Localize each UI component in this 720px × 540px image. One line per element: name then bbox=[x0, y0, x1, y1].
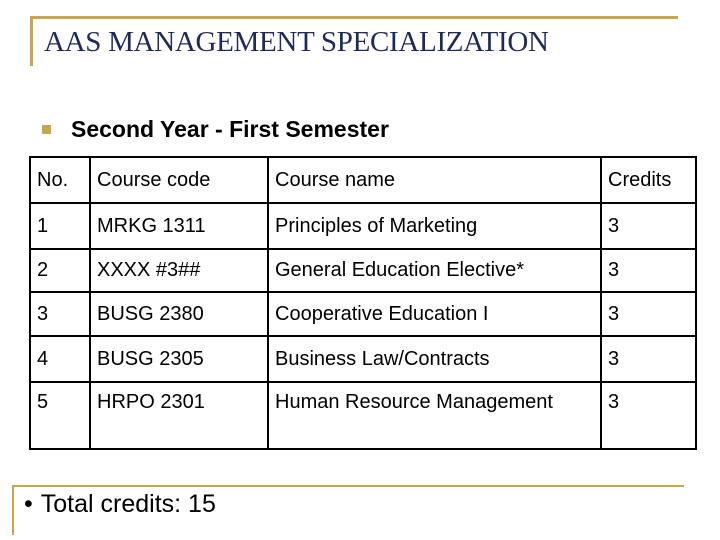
header-credits: Credits bbox=[601, 157, 696, 203]
bullet-dot-icon: • bbox=[24, 490, 33, 518]
cell-credits: 3 bbox=[601, 249, 696, 292]
cell-course-name: Business Law/Contracts bbox=[268, 336, 601, 382]
cell-course-code: HRPO 2301 bbox=[90, 382, 268, 449]
cell-no: 3 bbox=[30, 292, 90, 336]
table-row bbox=[30, 336, 696, 382]
cell-course-name: Human Resource Management bbox=[268, 382, 601, 449]
total-credits-line bbox=[24, 490, 216, 519]
table-row bbox=[30, 249, 696, 292]
slide-subtitle: Second Year - First Semester bbox=[71, 115, 389, 142]
total-credits-text: Total credits: 15 bbox=[40, 490, 216, 518]
bottom-rule bbox=[12, 485, 684, 487]
cell-no: 4 bbox=[30, 336, 90, 382]
header-no: No. bbox=[30, 157, 90, 203]
cell-course-name: General Education Elective* bbox=[268, 249, 601, 292]
header-course-code: Course code bbox=[90, 157, 268, 203]
top-rule bbox=[30, 16, 678, 19]
cell-credits: 3 bbox=[601, 203, 696, 249]
bottom-left-rule bbox=[12, 485, 14, 535]
cell-credits: 3 bbox=[601, 382, 696, 449]
table-header-row bbox=[30, 157, 696, 203]
subtitle-row bbox=[42, 114, 389, 144]
cell-no: 5 bbox=[30, 382, 90, 449]
cell-course-code: MRKG 1311 bbox=[90, 203, 268, 249]
cell-course-name: Cooperative Education I bbox=[268, 292, 601, 336]
table-row bbox=[30, 382, 696, 449]
slide-title: AAS MANAGEMENT SPECIALIZATION bbox=[44, 26, 549, 58]
cell-course-code: BUSG 2380 bbox=[90, 292, 268, 336]
cell-credits: 3 bbox=[601, 336, 696, 382]
cell-no: 2 bbox=[30, 249, 90, 292]
table-row bbox=[30, 203, 696, 249]
course-table bbox=[29, 156, 697, 450]
cell-course-name: Principles of Marketing bbox=[268, 203, 601, 249]
left-rule bbox=[30, 16, 33, 66]
header-course-name: Course name bbox=[268, 157, 601, 203]
square-bullet-icon bbox=[42, 125, 51, 134]
cell-course-code: XXXX #3## bbox=[90, 249, 268, 292]
cell-credits: 3 bbox=[601, 292, 696, 336]
table-row bbox=[30, 292, 696, 336]
cell-no: 1 bbox=[30, 203, 90, 249]
cell-course-code: BUSG 2305 bbox=[90, 336, 268, 382]
